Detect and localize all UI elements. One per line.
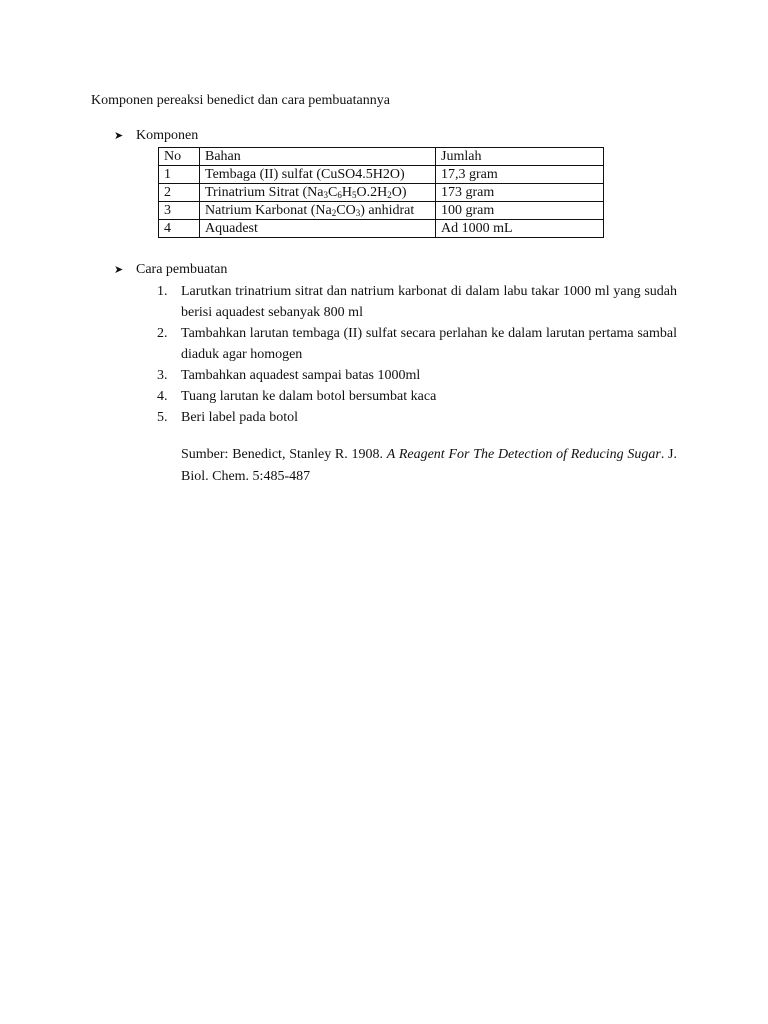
step-number: 5. [157, 410, 168, 425]
table-cell-bahan: Trinatrium Sitrat $(Na_3C_6H_5O.2H_2O)$ [200, 184, 436, 202]
steps-list [157, 281, 677, 428]
table-row [159, 202, 604, 220]
list-item [157, 281, 677, 323]
list-item [157, 365, 677, 386]
table-header-jumlah: Jumlah [436, 148, 604, 166]
table-cell-bahan: Aquadest [200, 220, 436, 238]
table-cell-bahan: Natrium Karbonat $(Na_2CO_3)$ anhidrat [200, 202, 436, 220]
list-item [157, 407, 677, 428]
step-text: Tuang larutan ke dalam botol bersumbat kaca [181, 389, 437, 404]
table-cell-no: 4 [159, 220, 200, 238]
arrowhead-right-icon: ➤ [114, 263, 124, 276]
source-prefix: Sumber: Benedict, Stanley R. 1908. [181, 447, 387, 462]
section-cara-heading [114, 261, 227, 279]
section-cara-label: Cara pembuatan [136, 262, 228, 277]
document-title: Komponen pereaksi benedict dan cara pembuatannya [91, 93, 390, 108]
table-cell-no: 2 [159, 184, 200, 202]
arrowhead-right-icon: ➤ [114, 129, 124, 142]
table-row [159, 166, 604, 184]
step-number: 2. [157, 326, 168, 341]
list-item [157, 323, 677, 365]
step-number: 4. [157, 389, 168, 404]
table-header-row [159, 148, 604, 166]
step-number: 1. [157, 284, 168, 299]
table-cell-jumlah: 100 gram [436, 202, 604, 220]
source-suffix: . J. Biol. Chem. 5:485-487 [181, 447, 678, 484]
section-komponen-heading [114, 127, 198, 145]
step-number: 3. [157, 368, 168, 383]
source-citation [181, 444, 677, 488]
source-title: A Reagent For The Detection of Reducing Sugar [386, 447, 661, 462]
table-cell-jumlah: Ad 1000 mL [436, 220, 604, 238]
table-cell-no: 3 [159, 202, 200, 220]
table-cell-bahan: Tembaga (II) sulfat (CuSO4.5H2O) [200, 166, 436, 184]
komponen-table [158, 147, 604, 238]
table-cell-jumlah: 17,3 gram [436, 166, 604, 184]
step-text: Tambahkan aquadest sampai batas 1000ml [181, 368, 421, 383]
table-cell-jumlah: 173 gram [436, 184, 604, 202]
section-komponen-label: Komponen [136, 128, 199, 143]
table-header-no: No [159, 148, 200, 166]
table-row [159, 220, 604, 238]
step-text: Tambahkan larutan tembaga (II) sulfat secara perlahan ke dalam larutan pertama sambal diaduk agar homogen [181, 326, 677, 362]
list-item [157, 386, 677, 407]
table-header-bahan: Bahan [200, 148, 436, 166]
table-cell-no: 1 [159, 166, 200, 184]
step-text: Beri label pada botol [181, 410, 299, 425]
step-text: Larutkan trinatrium sitrat dan natrium karbonat di dalam labu takar 1000 ml yang sudah berisi aquadest sebanyak 800 ml [181, 284, 677, 320]
table-row [159, 184, 604, 202]
